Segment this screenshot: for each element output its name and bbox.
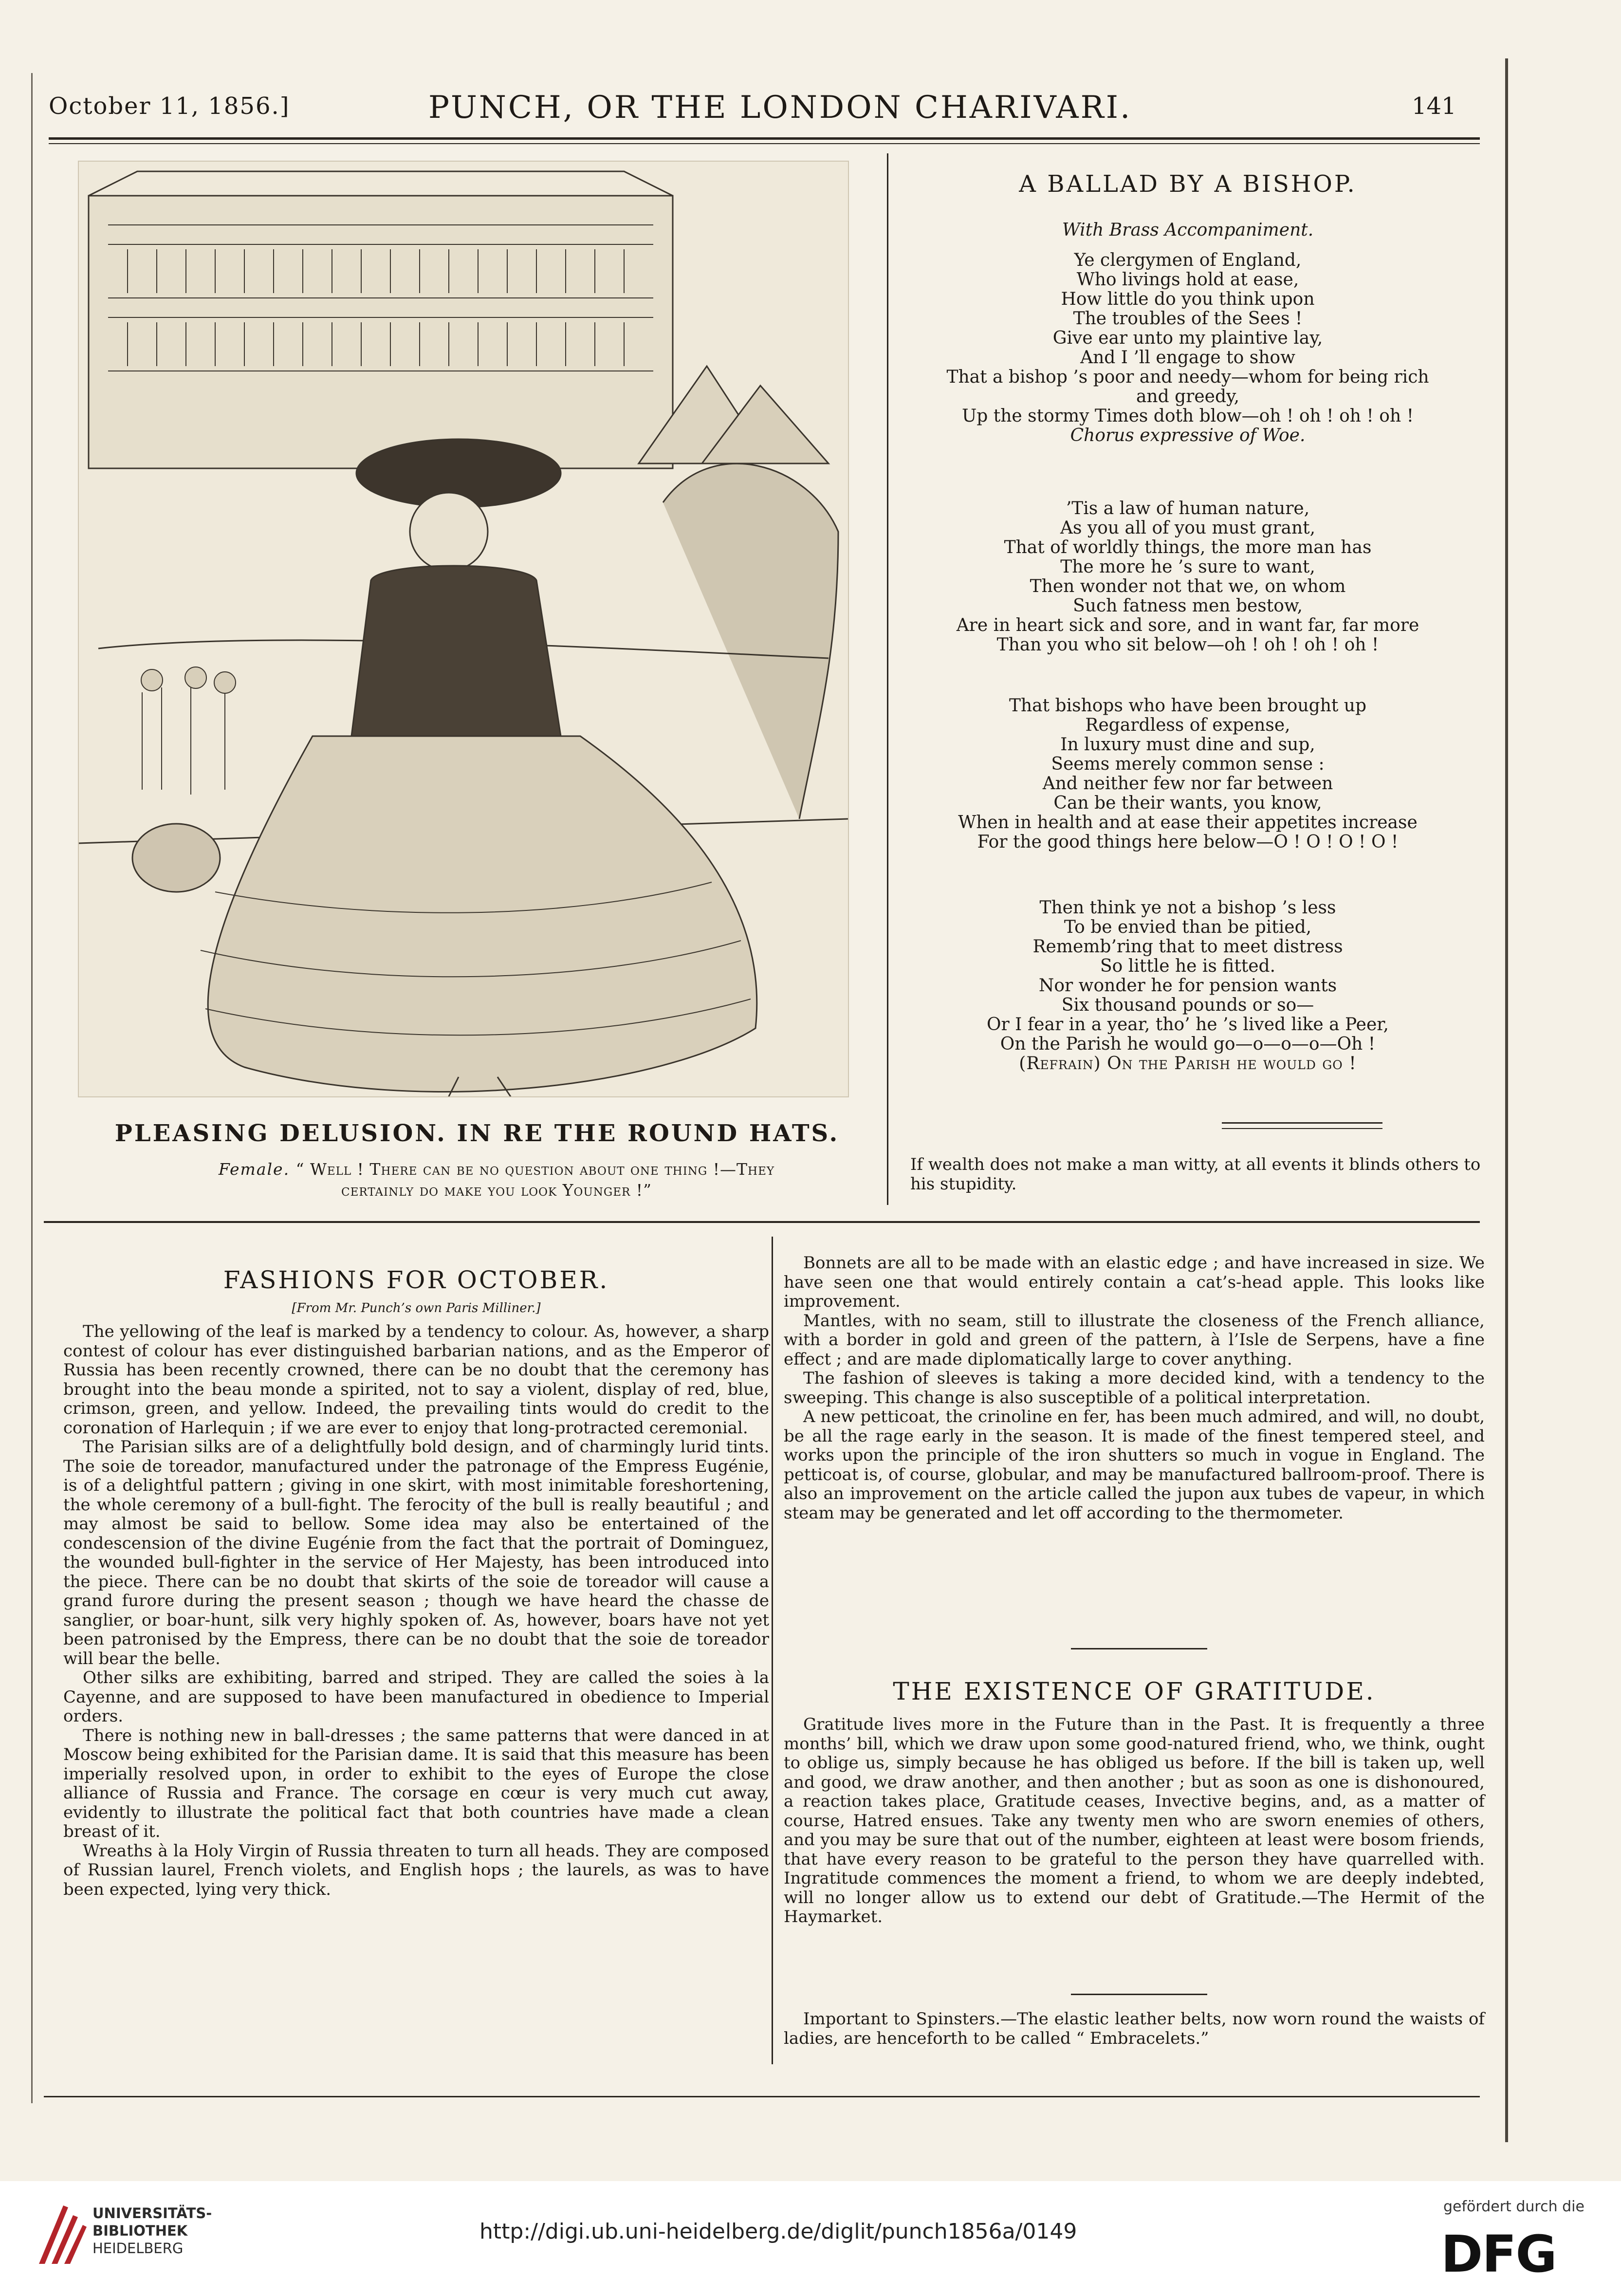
library-name-line3: HEIDELBERG <box>92 2240 184 2257</box>
cartoon-dialogue-2: certainly do make you look Younger !” <box>341 1181 652 1200</box>
fashions-continued-4: A new petticoat, the crinoline en fer, has been much admired, and will, no doubt, be all the rage early in the season. It is made of the finest tempered steel, and works upon the principle of the iron shutters so much in vogue in England. The petticoat is, of course, globular, and may be manufactured ballroom-proof. There is also an improvement on the article called the jupon aux tubes de vapeur, in which steam may be generated and let off according to the thermometer. <box>784 1407 1485 1523</box>
poem-line: Or I fear in a year, tho’ he ’s lived like a Peer, <box>987 1015 1389 1035</box>
poem-line: ’Tis a law of human nature, <box>1066 499 1310 518</box>
poem-line: And I ’ll engage to show <box>1080 348 1295 368</box>
library-name-line1: UNIVERSITÄTS- <box>92 2205 212 2222</box>
dfg-logo <box>1441 2224 1592 2284</box>
cartoon-caption-line1 <box>117 1160 876 1179</box>
ballad-stanza-1 <box>886 251 1490 445</box>
poem-line: Are in heart sick and sore, and in want far, far more <box>956 615 1419 635</box>
poem-line: Then wonder not that we, on whom <box>1030 576 1346 596</box>
section-rule <box>44 1221 1480 1223</box>
column-divider-bottom <box>772 1237 773 2064</box>
fashions-article <box>63 1266 769 1899</box>
fashions-paragraph-1: The yellowing of the leaf is marked by a tendency to colour. As, however, a sharp contest of colour has ever distinguished barbarian nations, and as the Emperor of Russia has been recently crowned, there can be no doubt that the ceremony has brought into the beau monde a spirited, not to say a violent, display of red, blue, crimson, green, and yellow. Indeed, the prevailing tints would do credit to the coronation of Harlequin ; if we are ever to enjoy that long-protracted ceremonial. <box>63 1322 769 1438</box>
cartoon-title: PLEASING DELUSION. IN RE THE ROUND HATS. <box>114 1120 840 1147</box>
poem-line: Ye clergymen of England, <box>1074 250 1302 270</box>
poem-line: So little he is fitted. <box>1100 956 1276 976</box>
ballad-stanza-4 <box>886 898 1490 1074</box>
poem-line: Seems merely common sense : <box>1051 754 1325 774</box>
header-rule-thin <box>49 143 1480 144</box>
spinsters-note: Important to Spinsters.—The elastic leather belts, now worn round the waists of ladies, are henceforth to be called “ Embracelets.” <box>784 2009 1485 2048</box>
page-number: 141 <box>1412 93 1456 120</box>
poem-line: Six thousand pounds or so— <box>1061 995 1314 1015</box>
poem-line: and greedy, <box>1136 387 1240 407</box>
ballad-stanza-2 <box>886 499 1490 655</box>
poem-line: When in health and at ease their appetites increase <box>958 813 1418 833</box>
poem-line: And neither few nor far between <box>1042 774 1333 794</box>
library-name <box>92 2204 212 2257</box>
fashions-paragraph-5: Wreaths à la Holy Virgin of Russia threaten to turn all heads. They are composed of Russian laurel, French violets, and English hops ; the laurels, as was to have been expected, lying very thick. <box>63 1841 769 1899</box>
gratitude-article <box>784 1677 1485 1927</box>
library-name-line2: BIBLIOTHEK <box>92 2222 188 2239</box>
ballad-subtitle: With Brass Accompaniment. <box>1062 220 1314 240</box>
fashions-continued-3: The fashion of sleeves is taking a more decided kind, with a tendency to the sweeping. This change is also susceptible of a political interpretation. <box>784 1369 1485 1407</box>
poem-line: Rememb’ring that to meet distress <box>1032 937 1343 957</box>
ballad-end-rule <box>1222 1122 1382 1124</box>
poem-line: That of worldly things, the more man has <box>1004 537 1372 557</box>
poem-line: Up the stormy Times doth blow—oh ! oh ! oh ! oh ! <box>961 406 1414 426</box>
poem-line: Give ear unto my plaintive lay, <box>1052 328 1323 348</box>
bottom-rule <box>44 2096 1480 2097</box>
issue-date: October 11, 1856.] <box>49 93 290 120</box>
fashions-byline: [From Mr. Punch’s own Paris Milliner.] <box>292 1301 541 1315</box>
poem-line: Such fatness men bestow, <box>1073 596 1303 616</box>
publication-title: PUNCH, OR THE LONDON CHARIVARI. <box>428 90 1132 126</box>
poem-line: To be envied than be pitied, <box>1064 917 1312 937</box>
fashions-title: FASHIONS FOR OCTOBER. <box>223 1266 609 1294</box>
fashions-paragraph-2: The Parisian silks are of a delightfully bold design, and of charmingly lurid tints. The soie de toreador, manufactured under the patronage of the Empress Eugénie, is of a delightful pattern ; giving in one skirt, with most inimitable foreshortening, the whole ceremony of a bull-fight. The ferocity of the bull is really beautiful ; and may almost be said to bellow. Some idea may also be entertained of the condescension of the divine Eugénie from the fact that the portrait of Dominguez, the wounded bull-fighter in the service of Her Majesty, has been introduced into the piece. There can be no doubt that skirts of the soie de toreador will cause a grand furore during the present season ; though we have heard the chasse de sanglier, or boar-hunt, silk very highly spoken of. As, however, boars have not yet been patronised by the Empress, there can be no doubt that the soie de toreador will bear the belle. <box>63 1437 769 1668</box>
cartoon-drawing <box>79 162 848 1096</box>
wit-note: If wealth does not make a man witty, at all events it blinds others to his stupidity. <box>910 1155 1481 1194</box>
header-rule <box>49 137 1480 140</box>
fashions-continued-2: Mantles, with no seam, still to illustrate the closeness of the French alliance, with a border in gold and green of the pattern, à l’Isle de Serpens, have a fine effect ; and are made diplomatically large to cover anything. <box>784 1311 1485 1369</box>
poem-line: How little do you think upon <box>1061 289 1315 309</box>
fashions-continued <box>784 1254 1485 1523</box>
cartoon-illustration <box>78 161 849 1097</box>
poem-line: As you all of you must grant, <box>1060 518 1316 538</box>
running-head <box>49 90 1475 131</box>
poem-line: The troubles of the Sees ! <box>1073 309 1303 329</box>
page-edge-right <box>1505 58 1508 2142</box>
spinsters-rule <box>1071 1994 1207 1995</box>
gratitude-rule <box>1071 1648 1207 1649</box>
poem-line: Then think ye not a bishop ’s less <box>1039 898 1336 918</box>
poem-line: Nor wonder he for pension wants <box>1038 976 1337 996</box>
page-edge-left <box>31 73 33 2103</box>
ballad-stanza-3 <box>886 696 1490 852</box>
permalink-url[interactable]: http://digi.ub.uni-heidelberg.de/diglit/punch1856a/0149 <box>479 2219 1077 2244</box>
spinsters-article <box>784 2010 1485 2048</box>
cartoon-speaker: Female. <box>218 1160 290 1179</box>
poem-line: Than you who sit below—oh ! oh ! oh ! oh ! <box>996 635 1379 655</box>
poem-line: The more he ’s sure to want, <box>1060 557 1315 577</box>
poem-line: Chorus expressive of Woe. <box>1070 426 1306 445</box>
poem-line: In luxury must dine and sup, <box>1060 735 1315 755</box>
poem-line: That bishops who have been brought up <box>1009 696 1367 716</box>
funding-caption: gefördert durch die <box>1443 2198 1584 2215</box>
dfg-logo-text: DFG <box>1441 2224 1556 2284</box>
poem-line: Can be their wants, you know, <box>1053 793 1322 813</box>
poem-line: Regardless of expense, <box>1085 715 1290 735</box>
gratitude-paragraph: Gratitude lives more in the Future than in the Past. It is frequently a three months’ bill, which we draw upon some good-natured friend, who, we think, ought to oblige us, simply because he has obliged us before. If the bill is taken up, well and good, we draw another, and then another ; but as soon as one is dishonoured, a reaction takes place, Gratitude ceases, Invective begins, and, as a matter of course, Hatred ensues. Take any twenty men who are sworn enemies of others, and you may be sure that out of the number, eighteen at least were bosom friends, that have every reason to be grateful to the person they have quarrelled with. Ingratitude commences the moment a friend, to whom we are deeply indebted, will no longer allow us to extend our debt of Gratitude.—The Hermit of the Haymarket. <box>784 1715 1485 1926</box>
poem-line: For the good things here below—O ! O ! O ! O ! <box>977 832 1399 852</box>
ballad-title: A BALLAD BY A BISHOP. <box>1019 170 1357 198</box>
poem-line: On the Parish he would go—o—o—o—Oh ! <box>1000 1034 1376 1054</box>
fashions-paragraph-3: Other silks are exhibiting, barred and striped. They are called the soies à la Cayenne, and are supposed to have been manufactured in obedience to Imperial orders. <box>63 1668 769 1726</box>
ballad-end-rule-2 <box>1222 1128 1382 1129</box>
poem-refrain: (Refrain) On the Parish he would go ! <box>1019 1054 1357 1074</box>
library-logo-icon <box>34 2201 88 2269</box>
cartoon-dialogue-1: “ Well ! There can be no question about one thing !—They <box>295 1160 775 1179</box>
viewer-footer <box>0 2181 1621 2296</box>
gratitude-title: THE EXISTENCE OF GRATITUDE. <box>893 1677 1376 1705</box>
poem-line: That a bishop ’s poor and needy—whom for being rich <box>946 367 1429 387</box>
fashions-paragraph-4: There is nothing new in ball-dresses ; the same patterns that were danced in at Moscow being exhibited for the Parisian dame. It is said that this measure has been imperially resolved upon, in order to exhibit to the eyes of Europe the close alliance of Russia and France. The corsage en cœur is very much cut away, evidently to illustrate the political fact that both countries have made a clean breast of it. <box>63 1725 769 1841</box>
fashions-continued-1: Bonnets are all to be made with an elastic edge ; and have increased in size. We have seen one that would entirely contain a cat’s-head apple. This looks like improvement. <box>784 1253 1485 1311</box>
poem-line: Who livings hold at ease, <box>1076 270 1299 290</box>
